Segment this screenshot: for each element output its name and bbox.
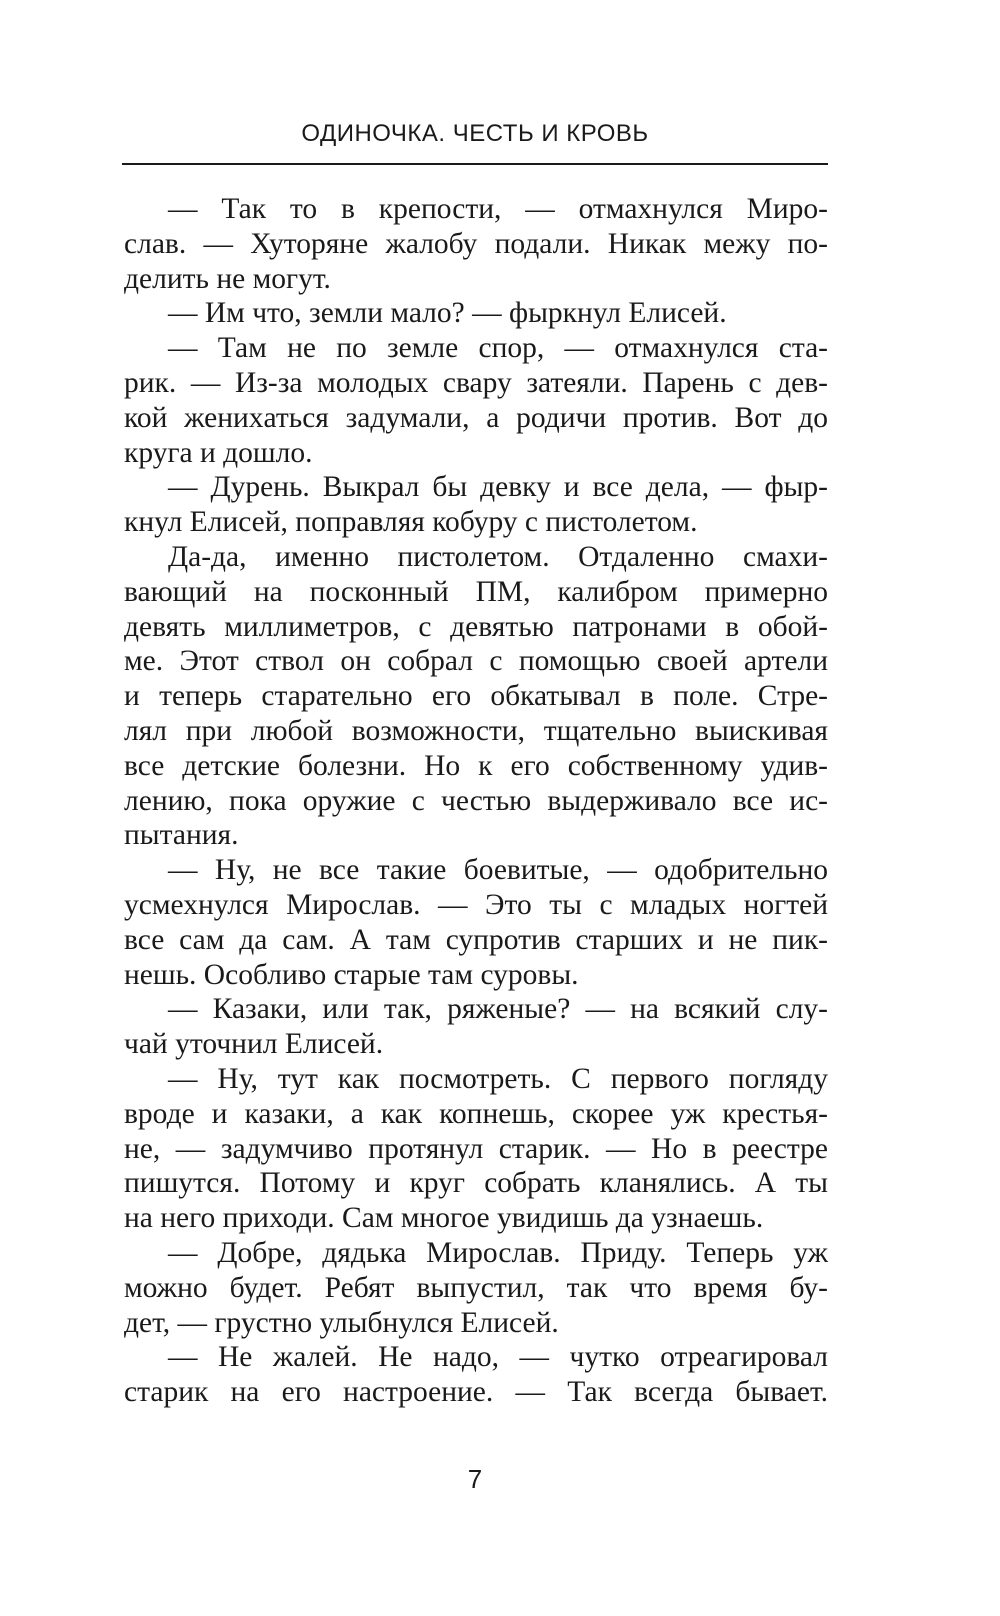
paragraph — [124, 192, 828, 296]
text-line: кой жениxаться задумали, а родичи против. Вот до — [124, 401, 828, 434]
paragraph — [124, 853, 828, 992]
text-line: рик. — Из-за молодых свару затеяли. Парень с дев- — [124, 366, 828, 399]
text-line: — Им что, земли мало? — фыркнул Елисей. — [168, 297, 727, 330]
paragraph — [124, 1236, 828, 1340]
paragraph — [124, 1340, 828, 1410]
text-line: ме. Этот ствол он собрал с помощью своей артели — [124, 645, 828, 678]
text-line: вроде и казаки, а как копнешь, скорее уж крестья- — [124, 1097, 828, 1130]
text-line: — Ну, не все такие боевитые, — одобрительно — [168, 854, 828, 887]
running-head: ОДИНОЧКА. ЧЕСТЬ И КРОВЬ — [301, 120, 649, 147]
paragraph — [124, 992, 828, 1062]
text-line: Да-да, именно пистолетом. Отдаленно смахи- — [168, 540, 828, 573]
text-line: лению, пока оружие с честью выдерживало все ис- — [124, 784, 828, 817]
text-line: — Добре, дядька Мирослав. Приду. Теперь уж — [168, 1236, 828, 1269]
text-line: девять миллиметров, с девятью патронами в обой- — [124, 610, 828, 643]
paragraph — [124, 296, 828, 331]
paragraph — [124, 470, 828, 540]
text-line: кнул Елисей, поправляя кобуру с пистолетом. — [124, 506, 698, 539]
text-line: — Так то в крепости, — отмахнулся Миро- — [168, 193, 828, 225]
text-line: пишутся. Потому и круг собрать кланялись. А ты — [124, 1167, 828, 1200]
text-line: все детские болезни. Но к его собственному удив- — [124, 749, 828, 782]
text-line: нешь. Особливо старые там суровы. — [124, 958, 579, 991]
text-line: дет, — грустно улыбнулся Елисей. — [124, 1306, 559, 1339]
text-line: вающий на посконный ПМ, калибром примерно — [124, 575, 828, 608]
paragraph — [124, 331, 828, 470]
text-line: на него приходи. Сам многое увидишь да узнаешь. — [124, 1202, 764, 1235]
text-line: не, — задумчиво протянул старик. — Но в реестре — [124, 1132, 828, 1165]
header-rule — [122, 163, 828, 165]
text-line: лял при любой возможности, тщательно выискивая — [124, 714, 828, 747]
text-line: пытания. — [124, 819, 239, 852]
text-line: — Ну, тут как посмотреть. С первого погляду — [168, 1062, 828, 1095]
text-line: старик на его настроение. — Так всегда бывает. — [124, 1376, 828, 1409]
paragraph — [124, 1062, 828, 1236]
text-line: — Дурень. Выкрал бы девку и все дела, — фыр- — [168, 471, 828, 504]
paragraph — [124, 540, 828, 853]
text-line: — Казаки, или так, ряженые? — на всякий слу- — [168, 993, 828, 1026]
text-line: чай уточнил Елисей. — [124, 1028, 384, 1061]
text-line: и теперь старательно его обкатывал в поле. Стре- — [124, 680, 828, 713]
text-line: делить не могут. — [124, 262, 331, 295]
text-line: все сам да сам. А там супротив старших и не пик- — [124, 923, 828, 956]
text-line: слав. — Хуторяне жалобу подали. Никак межу по- — [124, 227, 828, 260]
body-text — [124, 192, 828, 1410]
page-number: 7 — [467, 1464, 483, 1494]
text-line: — Там не по земле спор, — отмахнулся ста- — [168, 332, 828, 365]
text-line: круга и дошло. — [124, 436, 313, 469]
text-line: — Не жалей. Не надо, — чутко отреагировал — [168, 1341, 828, 1374]
text-line: можно будет. Ребят выпустил, так что время бу- — [124, 1271, 828, 1304]
text-line: усмехнулся Мирослав. — Это ты с младых ногтей — [124, 888, 828, 921]
